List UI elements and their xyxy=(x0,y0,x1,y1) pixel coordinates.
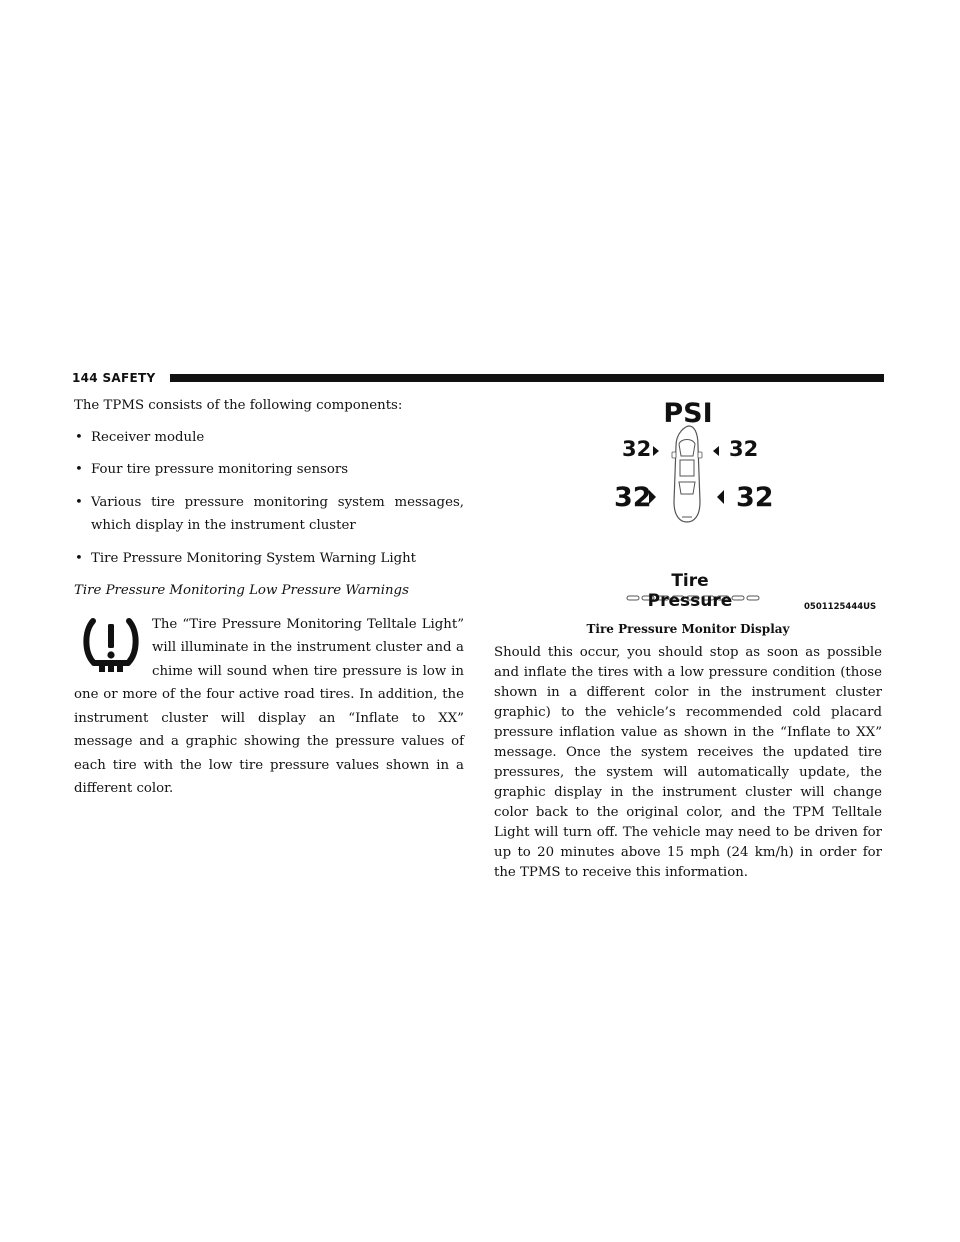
warning-paragraph: The “Tire Pressure Monitoring Telltale Light” will illuminate in the instrument cluster and a chime will sound when tire pressure is low in one or more of the four active road tires. In addition, the instrument cluster will display an “Inflate to XX” message and a graphic showing the pressure values of each tire with the low tire pressure values shown in a different color. xyxy=(74,616,464,796)
intro-text: The TPMS consists of the following components: xyxy=(74,398,403,413)
figure-code: 0501125444US xyxy=(804,602,877,612)
rear-left-pressure: 32 xyxy=(614,482,652,513)
header-label xyxy=(72,371,155,385)
list-item: • Various tire pressure monitoring system messages, which display in the instrument cluster xyxy=(74,491,464,538)
front-left-pressure: 32 xyxy=(622,437,652,461)
front-right-pressure: 32 xyxy=(729,437,759,461)
page-number: 144 xyxy=(72,371,98,385)
bullet-glyph: • xyxy=(75,494,83,510)
subheading: Tire Pressure Monitoring Low Pressure Warnings xyxy=(74,583,409,598)
figure-caption: Tire Pressure Monitor Display xyxy=(586,622,790,636)
list-item: • Tire Pressure Monitoring System Warning Light xyxy=(74,547,464,571)
tpms-telltale-icon xyxy=(80,615,142,677)
warning-block xyxy=(74,613,464,801)
psi-unit-label: PSI xyxy=(663,398,713,429)
bullet-glyph: • xyxy=(75,429,83,445)
list-item: • Receiver module xyxy=(74,426,464,450)
bullet-glyph: • xyxy=(75,462,83,477)
tire-pressure-display-figure xyxy=(590,398,890,610)
bullet-glyph: • xyxy=(75,550,83,566)
page-header xyxy=(72,371,884,385)
rear-right-pressure: 32 xyxy=(736,482,774,513)
instructions-paragraph: Should this occur, you should stop as soon as possible and inflate the tires with a low pressure condition (those shown in a different color in the instrument cluster graphic) to the vehicle’s recommended cold placard pressure inflation value as shown in the “Inflate to XX” message. Once the system receives the updated tire pressures, the system will automatically update, the graphic display in the instrument cluster will change color back to the original color, and the TPM Telltale Light will turn off. The vehicle may need to be driven for up to 20 minutes above 15 mph (24 km/h) in order for the TPMS to receive this information. xyxy=(494,645,882,880)
section-name: SAFETY xyxy=(102,371,156,385)
header-rule xyxy=(170,374,884,382)
component-list xyxy=(74,426,464,571)
left-column xyxy=(74,394,464,801)
list-item: • Four tire pressure monitoring sensors xyxy=(74,458,464,482)
display-title: Tire Pressure xyxy=(647,571,733,611)
right-column xyxy=(494,643,882,883)
